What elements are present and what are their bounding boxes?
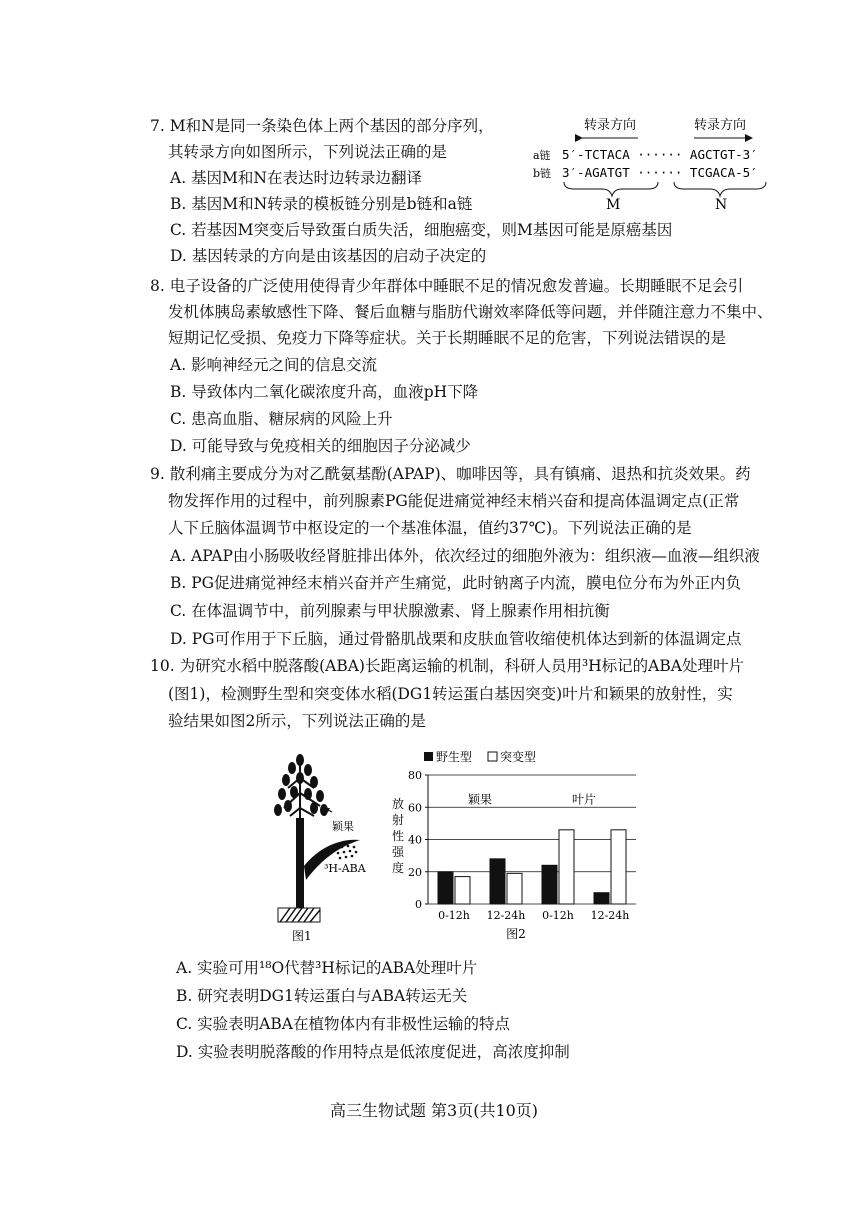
q9-option-c: C. 在体温调节中，前列腺素与甲状腺激素、肾上腺素作用相抗衡 xyxy=(170,602,610,620)
dir-label-right: 转录方向 xyxy=(694,118,747,133)
m-brace xyxy=(564,182,658,196)
q7-sequence-figure xyxy=(530,112,785,212)
q7-stem-line2: 其转录方向如图所示，下列说法正确的是 xyxy=(168,143,448,161)
figure2-bar-chart xyxy=(380,744,640,944)
y-axis-label-5: 度 xyxy=(392,861,405,875)
bar-wild xyxy=(438,872,453,904)
q9-stem-line2: 物发挥作用的过程中，前列腺素PG能促进痛觉神经末梢兴奋和提高体温调定点(正常 xyxy=(168,492,740,510)
y-axis-label-4: 强 xyxy=(392,845,405,859)
y-tick-label: 60 xyxy=(408,801,422,815)
b-strand-sequence: 3′-AGATGT ······ TCGACA-5′ xyxy=(562,165,758,180)
q10-option-d: D. 实验表明脱落酸的作用特点是低浓度促进，高浓度抑制 xyxy=(176,1043,570,1061)
y-axis-label-1: 放 xyxy=(392,797,405,811)
legend-swatch-wild xyxy=(424,752,433,761)
x-tick-label: 12-24h xyxy=(486,909,526,922)
m-label: M xyxy=(606,197,621,212)
bar-wild xyxy=(490,859,505,904)
x-tick-label: 12-24h xyxy=(590,909,630,922)
y-axis-label-3: 性 xyxy=(392,829,405,843)
q10-option-c: C. 实验表明ABA在植物体内有非极性运输的特点 xyxy=(176,1015,510,1033)
group-label: 叶片 xyxy=(571,792,597,807)
y-tick-label: 40 xyxy=(408,833,422,847)
q8-stem-line3: 短期记忆受损、免疫力下降等症状。关于长期睡眠不足的危害，下列说法错误的是 xyxy=(168,329,727,347)
q7-option-c: C. 若基因M突变后导致蛋白质失活，细胞癌变，则M基因可能是原癌基因 xyxy=(170,221,673,239)
q8-option-d: D. 可能导致与免疫相关的细胞因子分泌减少 xyxy=(170,437,471,455)
bar-wild xyxy=(594,893,609,904)
q8-option-b: B. 导致体内二氧化碳浓度升高，血液pH下降 xyxy=(170,383,479,401)
q7-option-b: B. 基因M和N转录的模板链分别是b链和a链 xyxy=(170,195,473,213)
b-strand-label: b链 xyxy=(533,167,552,180)
q10-option-a: A. 实验可用¹⁸O代替³H标记的ABA处理叶片 xyxy=(176,959,478,977)
a-strand-label: a链 xyxy=(533,149,551,162)
q9-option-d: D. PG可作用于下丘脑，通过骨骼肌战栗和皮肤血管收缩使机体达到新的体温调定点 xyxy=(170,630,742,648)
q9-stem-line1: 9. 散利痛主要成分为对乙酰氨基酚(APAP)、咖啡因等，具有镇痛、退热和抗炎效果。药 xyxy=(150,465,751,483)
bar-mutant xyxy=(559,830,574,904)
q10-stem-line2: (图1)，检测野生型和突变体水稻(DG1转运蛋白基因突变)叶片和颖果的放射性，实 xyxy=(168,685,733,703)
q7-option-a: A. 基因M和N在表达时边转录边翻译 xyxy=(170,169,422,187)
q8-stem-line1: 8. 电子设备的广泛使用使得青少年群体中睡眠不足的情况愈发普遍。长期睡眠不足会引 xyxy=(150,277,744,295)
x-tick-label: 0-12h xyxy=(438,909,470,922)
legend-swatch-mutant xyxy=(488,752,497,761)
dir-label-left: 转录方向 xyxy=(584,118,637,133)
q8-stem-line2: 发机体胰岛素敏感性下降、餐后血糖与脂肪代谢效率降低等问题，并伴随注意力不集中、 xyxy=(168,303,773,321)
group-label: 颖果 xyxy=(467,792,493,807)
q8-option-a: A. 影响神经元之间的信息交流 xyxy=(170,356,378,374)
q9-stem-line3: 人下丘脑体温调节中枢设定的一个基准体温，值约37℃)。下列说法正确的是 xyxy=(168,519,692,537)
q8-option-c: C. 患高血脂、糖尿病的风险上升 xyxy=(170,410,393,428)
q7-stem-line1: 7. M和N是同一条染色体上两个基因的部分序列， xyxy=(150,117,494,135)
q10-option-b: B. 研究表明DG1转运蛋白与ABA转运无关 xyxy=(176,987,468,1005)
n-brace xyxy=(674,182,766,196)
q9-option-a: A. APAP由小肠吸收经肾脏排出体外，依次经过的细胞外液为：组织液—血液—组织液 xyxy=(170,547,760,565)
plant-stem xyxy=(296,818,304,910)
q7-option-d: D. 基因转录的方向是由该基因的启动子决定的 xyxy=(170,247,487,265)
y-tick-label: 20 xyxy=(408,865,422,879)
aba-label: ³H-ABA xyxy=(324,862,366,875)
bar-mutant xyxy=(455,877,470,904)
a-strand-sequence: 5′-TCTACA ······ AGCTGT-3′ xyxy=(562,147,758,162)
q9-option-b: B. PG促进痛觉神经末梢兴奋并产生痛觉，此时钠离子内流，膜电位分布为外正内负 xyxy=(170,574,742,592)
y-axis-label-2: 射 xyxy=(392,813,405,827)
figure2-caption: 图2 xyxy=(506,927,526,941)
legend-label-wild: 野生型 xyxy=(436,750,473,764)
figure1-caption: 图1 xyxy=(292,929,312,943)
bar-mutant xyxy=(507,873,522,904)
bar-mutant xyxy=(611,830,626,904)
y-tick-label: 0 xyxy=(415,898,422,911)
x-tick-label: 0-12h xyxy=(542,909,574,922)
bar-wild xyxy=(542,865,557,904)
n-label: N xyxy=(715,197,728,212)
figure1-plant xyxy=(270,748,380,948)
page-footer: 高三生物试题 第3页(共10页) xyxy=(329,1101,539,1120)
q10-stem-line3: 验结果如图2所示，下列说法正确的是 xyxy=(168,712,426,730)
grain-label: 颖果 xyxy=(332,820,354,833)
y-tick-label: 80 xyxy=(408,769,422,782)
q10-stem-line1: 10. 为研究水稻中脱落酸(ABA)长距离运输的机制，科研人员用³H标记的ABA处理叶片 xyxy=(150,657,744,675)
legend-label-mutant: 突变型 xyxy=(500,750,537,764)
